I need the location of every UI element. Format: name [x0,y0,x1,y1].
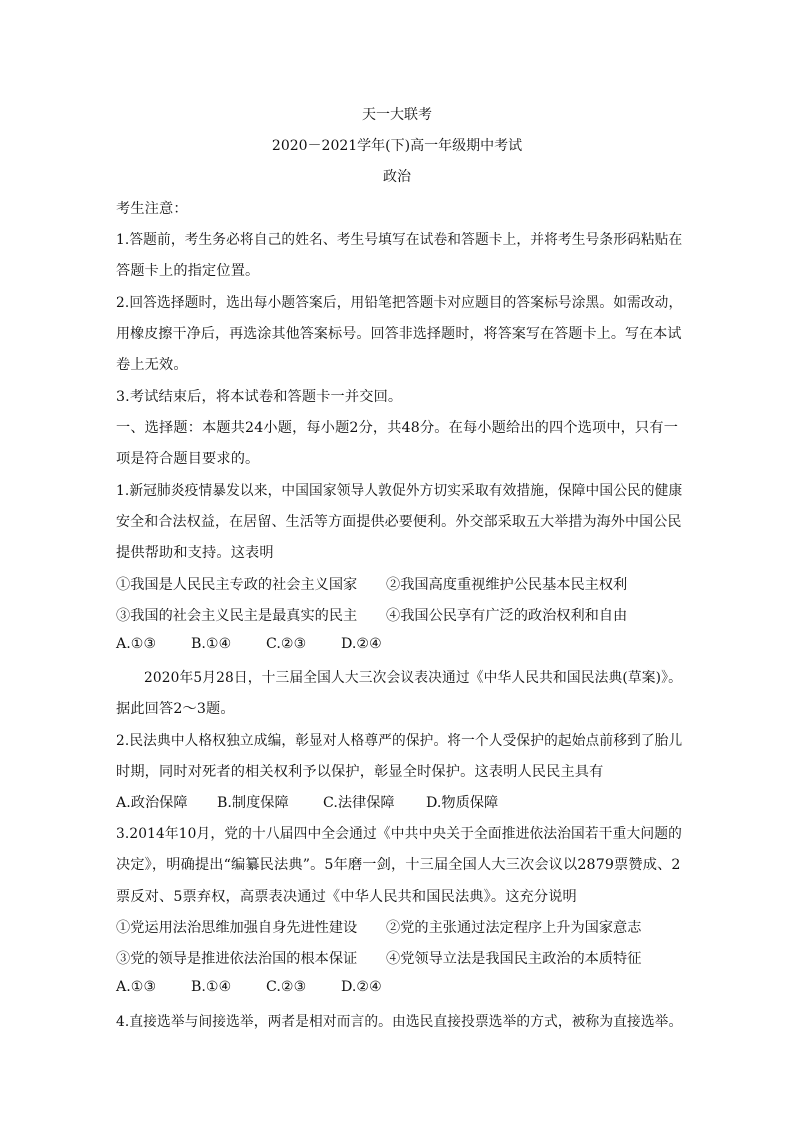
q3-statement-1: ①党运用法治思维加强自身先进性建设 [116,920,358,936]
q1-option-c: C.②③ [266,636,307,652]
q2-option-c: C.法律保障 [323,795,395,811]
q3-statement-3: ③党的领导是推进依法治国的根本保证 [116,951,358,967]
q1-statement-1: ①我国是人民民主专政的社会主义国家 [116,577,358,593]
q4-stem-line1: 4.直接选举与间接选举，两者是相对而言的。由选民直接投票选举的方式，被称为直接选举。 [116,1014,683,1030]
notice-item3: 3.考试结束后，将本试卷和答题卡一并交回。 [116,389,403,405]
q1-stem-line1: 1.新冠肺炎疫情暴发以来，中国国家领导人敦促外方切实采取有效措施，保障中国公民的健康 [116,483,683,499]
notice-item2-line3: 卷上无效。 [116,357,188,373]
notice-item1-line2: 答题卡上的指定位置。 [116,263,260,279]
q1-option-d: D.②④ [341,636,382,652]
q3-option-a: A.①③ [116,979,157,995]
q3-statement-4: ④党领导立法是我国民主政治的本质特征 [386,951,642,967]
q3-stem-line3: 票反对、5票弃权，高票表决通过《中华人民共和国民法典》。这充分说明 [116,889,577,905]
q2-option-a: A.政治保障 [116,795,188,811]
material-line1: 2020年5月28日，十三届全国人大三次会议表决通过《中华人民共和国民法典(草案)》。 [144,670,682,686]
q1-stem-line3: 提供帮助和支持。这表明 [116,545,274,561]
q3-option-c: C.②③ [266,979,307,995]
q3-stem-line1: 3.2014年10月，党的十八届四中全会通过《中共中央关于全面推进依法治国若干重大问题的 [116,826,683,842]
q2-stem-line2: 时期，同时对死者的相关权利予以保护，彰显全时保护。这表明人民民主具有 [116,764,604,780]
q3-stem-line2: 决定》，明确提出“编纂民法典”。5年磨一剑，十三届全国人大三次会议以2879票赞成、2 [116,857,681,873]
q1-stem-line2: 安全和合法权益，在居留、生活等方面提供必要便利。外交部采取五大举措为海外中国公民 [116,514,682,530]
exam-title: 2020－2021学年(下)高一年级期中考试 [271,138,523,154]
notice-title: 考生注意： [116,201,188,217]
q1-option-b: B.①④ [191,636,232,652]
q2-option-d: D.物质保障 [426,795,499,811]
q3-option-b: B.①④ [191,979,232,995]
q1-statement-4: ④我国公民享有广泛的政治权利和自由 [386,608,628,624]
q1-statement-2: ②我国高度重视维护公民基本民主权利 [386,577,628,593]
notice-item2-line1: 2.回答选择题时，选出每小题答案后，用铅笔把答题卡对应题目的答案标号涂黑。如需改动， [116,295,683,311]
subject-title: 政治 [383,169,411,185]
q1-option-a: A.①③ [116,636,157,652]
q1-statement-3: ③我国的社会主义民主是最真实的民主 [116,608,358,624]
q3-statement-2: ②党的主张通过法定程序上升为国家意志 [386,920,642,936]
org-title: 天一大联考 [362,107,432,123]
notice-item1-line1: 1.答题前，考生务必将自己的姓名、考生号填写在试卷和答题卡上，并将考生号条形码粘贴在 [116,232,683,248]
notice-item2-line2: 用橡皮擦干净后，再选涂其他答案标号。回答非选择题时，将答案写在答题卡上。写在本试 [116,326,682,342]
section1-heading-line2: 项是符合题目要求的。 [116,451,260,467]
q2-stem-line1: 2.民法典中人格权独立成编，彰显对人格尊严的保护。将一个人受保护的起始点前移到了胎儿 [116,733,683,749]
q2-option-b: B.制度保障 [217,795,289,811]
material-line2: 据此回答2～3题。 [116,701,235,717]
section1-heading-line1: 一、选择题：本题共24小题，每小题2分，共48分。在每小题给出的四个选项中，只有一 [116,420,679,436]
q3-option-d: D.②④ [341,979,382,995]
